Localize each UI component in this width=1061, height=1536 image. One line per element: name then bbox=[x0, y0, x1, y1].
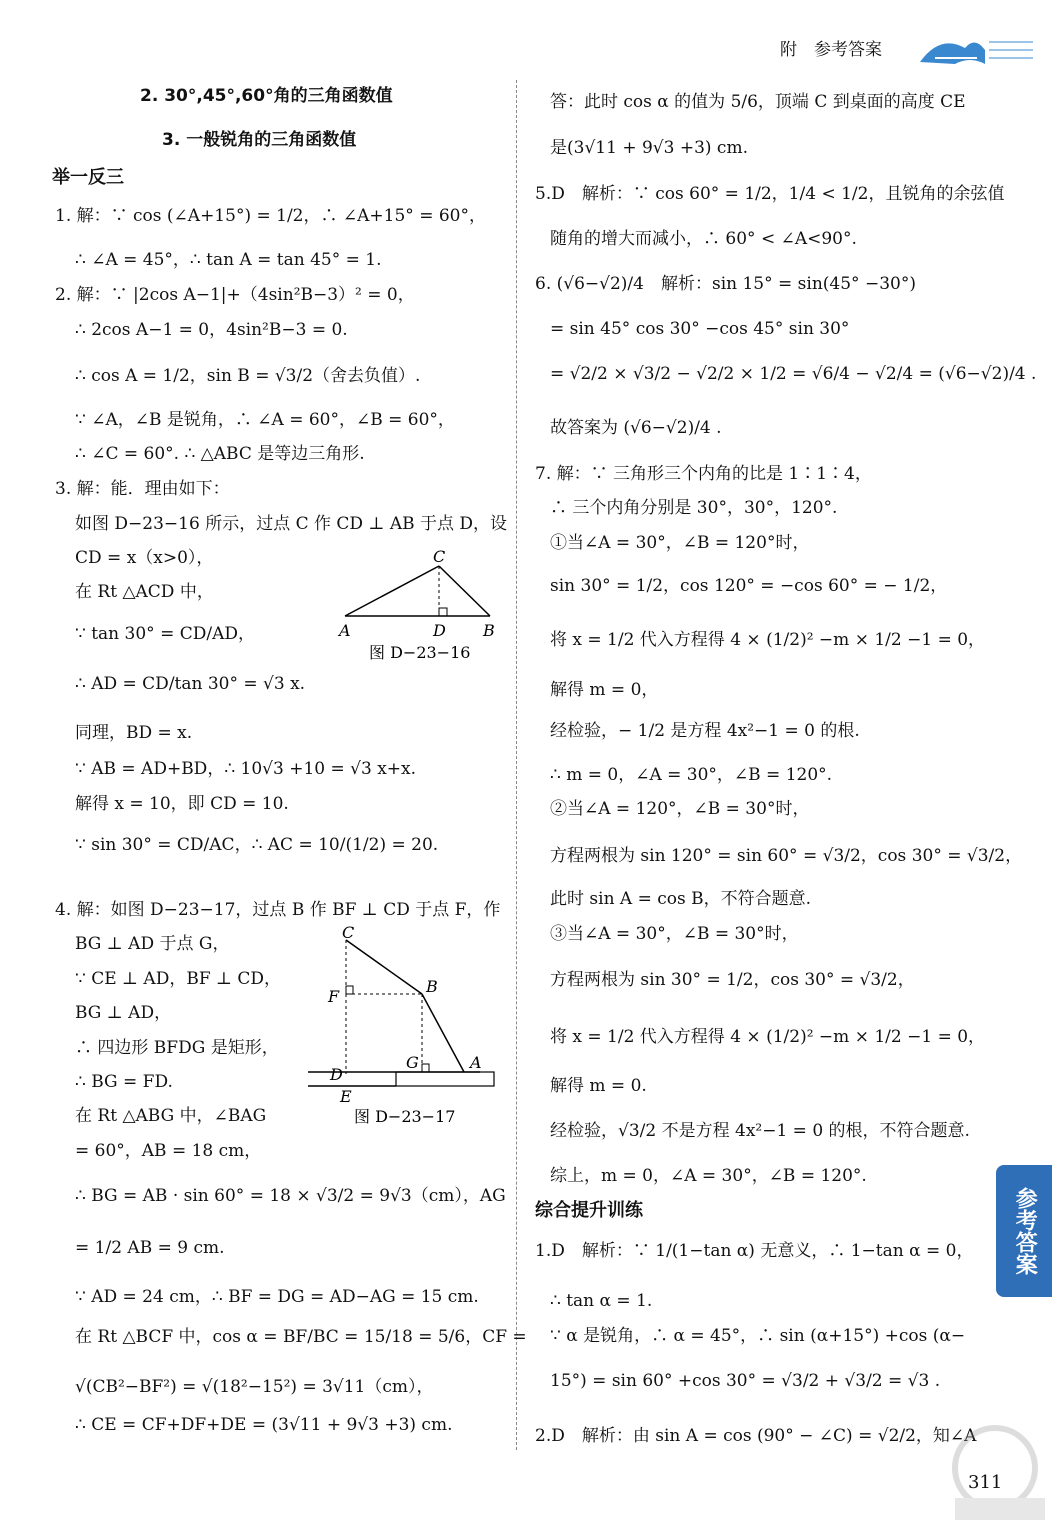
figure-label: G bbox=[406, 1053, 419, 1072]
geometry-figure-d-23-17 bbox=[300, 922, 500, 1132]
answer-line: 解得 m = 0. bbox=[550, 1076, 647, 1096]
answer-line: ∵ CE ⊥ AD，BF ⊥ CD， bbox=[75, 969, 282, 989]
answer-line: 15°) = sin 60° +cos 30° = √3/2 + √3/2 = √3 . bbox=[550, 1371, 941, 1391]
figure-caption: 图 D−23−17 bbox=[354, 1107, 456, 1126]
answer-line: = sin 45° cos 30° −cos 45° sin 30° bbox=[550, 319, 850, 339]
answer-line: ∴ AD = CD/tan 30° = √3 x. bbox=[75, 674, 306, 694]
answer-line: ∴ tan α = 1. bbox=[550, 1291, 653, 1311]
answer-line: 2.D 解析：由 sin A = cos (90° − ∠C) = √2/2，知∠A bbox=[535, 1426, 977, 1446]
answer-line: ∴ 2cos A−1 = 0，4sin²B−3 = 0. bbox=[75, 320, 348, 340]
answer-line: 7. 解：∵ 三角形三个内角的比是 1∶1∶4， bbox=[535, 464, 872, 484]
answer-line: 在 Rt △ACD 中， bbox=[75, 582, 214, 602]
answer-line: ∵ α 是锐角，∴ α = 45°，∴ sin (α+15°) +cos (α− bbox=[550, 1326, 966, 1346]
answer-line: ∴ cos A = 1/2，sin B = √3/2（舍去负值）. bbox=[75, 366, 421, 386]
page-number: 311 bbox=[968, 1472, 1003, 1493]
answer-line: ∴ m = 0，∠A = 30°，∠B = 120°. bbox=[550, 765, 833, 785]
answer-line: ∴ ∠A = 45°，∴ tan A = tan 45° = 1. bbox=[75, 250, 382, 270]
answer-line: ∴ CE = CF+DF+DE = (3√11 + 9√3 +3) cm. bbox=[75, 1415, 453, 1435]
answer-line: ∵ AB = AD+BD，∴ 10√3 +10 = √3 x+x. bbox=[75, 759, 417, 779]
figure-label: B bbox=[483, 621, 495, 640]
answer-line: = 1/2 AB = 9 cm. bbox=[75, 1238, 225, 1258]
figure-label: A bbox=[339, 621, 351, 640]
figure-label: C bbox=[433, 548, 446, 566]
answer-line: 方程两根为 sin 120° = sin 60° = √3/2，cos 30° = √3/2， bbox=[550, 846, 1023, 866]
column-divider bbox=[516, 80, 517, 1450]
answer-line: ∴ 四边形 BFDG 是矩形， bbox=[75, 1038, 279, 1058]
subsection-heading: 3. 一般锐角的三角函数值 bbox=[162, 130, 357, 150]
figure-label: A bbox=[470, 1053, 482, 1072]
answer-line: ①当∠A = 30°，∠B = 120°时， bbox=[550, 533, 810, 553]
answer-line: ②当∠A = 120°，∠B = 30°时， bbox=[550, 799, 810, 819]
answer-line: 答：此时 cos α 的值为 5/6，顶端 C 到桌面的高度 CE bbox=[550, 92, 966, 112]
answer-line: ∵ tan 30° = CD/AD， bbox=[75, 624, 255, 644]
answer-line: sin 30° = 1/2，cos 120° = −cos 60° = − 1/2， bbox=[550, 576, 948, 596]
answer-line: 将 x = 1/2 代入方程得 4 × (1/2)² −m × 1/2 −1 = 0， bbox=[550, 1027, 986, 1047]
book-logo-icon bbox=[915, 28, 1035, 72]
answer-line: 在 Rt △BCF 中，cos α = BF/BC = 15/18 = 5/6，CF = bbox=[75, 1327, 527, 1347]
answer-line: ∴ ∠C = 60°. ∴ △ABC 是等边三角形. bbox=[75, 444, 365, 464]
answer-line: 方程两根为 sin 30° = 1/2，cos 30° = √3/2， bbox=[550, 970, 915, 990]
figure-label: F bbox=[328, 987, 340, 1006]
answer-line: 将 x = 1/2 代入方程得 4 × (1/2)² −m × 1/2 −1 = 0， bbox=[550, 630, 986, 650]
answer-line: 1.D 解析：∵ 1/(1−tan α) 无意义，∴ 1−tan α = 0， bbox=[535, 1241, 974, 1261]
answer-line: 2. 解：∵ |2cos A−1|+（4sin²B−3）² = 0， bbox=[55, 285, 415, 305]
header-title: 附 参考答案 bbox=[780, 40, 882, 60]
answer-line: 在 Rt △ABG 中，∠BAG bbox=[75, 1106, 267, 1126]
section-heading: 举一反三 bbox=[52, 167, 124, 188]
answer-line: 综上，m = 0，∠A = 30°，∠B = 120°. bbox=[550, 1166, 867, 1186]
answer-line: ∴ BG = FD. bbox=[75, 1072, 173, 1092]
answer-line: 经检验，√3/2 不是方程 4x²−1 = 0 的根，不符合题意. bbox=[550, 1121, 970, 1141]
section-heading: 综合提升训练 bbox=[535, 1200, 643, 1221]
side-tab-answers: 参考答案 bbox=[996, 1165, 1052, 1297]
answer-line: 解得 x = 10，即 CD = 10. bbox=[75, 794, 289, 814]
answer-line: = √2/2 × √3/2 − √2/2 × 1/2 = √6/4 − √2/4 = (√6−√2)/4 . bbox=[550, 364, 1037, 384]
answer-line: 此时 sin A = cos B，不符合题意. bbox=[550, 889, 812, 909]
answer-line: = 60°，AB = 18 cm， bbox=[75, 1141, 262, 1161]
figure-label: D bbox=[330, 1065, 343, 1084]
answer-line: ∵ ∠A，∠B 是锐角，∴ ∠A = 60°，∠B = 60°， bbox=[75, 410, 455, 430]
figure-label: D bbox=[433, 621, 446, 640]
answer-line: 3. 解：能．理由如下： bbox=[55, 479, 230, 499]
answer-line: 经检验，− 1/2 是方程 4x²−1 = 0 的根. bbox=[550, 721, 860, 741]
answer-line: 1. 解：∵ cos (∠A+15°) = 1/2，∴ ∠A+15° = 60°， bbox=[55, 206, 486, 226]
answer-line: ∴ BG = AB · sin 60° = 18 × √3/2 = 9√3（cm），AG bbox=[75, 1186, 506, 1206]
figure-label: B bbox=[426, 977, 438, 996]
answer-line: 是(3√11 + 9√3 +3) cm. bbox=[550, 138, 748, 158]
answer-line: CD = x（x>0）， bbox=[75, 548, 214, 568]
answer-line: √(CB²−BF²) = √(18²−15²) = 3√11（cm）， bbox=[75, 1377, 434, 1397]
answer-line: 同理，BD = x. bbox=[75, 723, 193, 743]
figure-label: E bbox=[340, 1087, 352, 1106]
triangle-figure-d-23-16 bbox=[335, 548, 505, 672]
figure-caption: 图 D−23−16 bbox=[369, 643, 471, 662]
answer-line: BG ⊥ AD， bbox=[75, 1003, 172, 1023]
subsection-heading: 2. 30°,45°,60°角的三角函数值 bbox=[140, 86, 393, 106]
answer-line: 6. (√6−√2)/4 解析：sin 15° = sin(45° −30°) bbox=[535, 274, 916, 294]
answer-line: 解得 m = 0， bbox=[550, 680, 659, 700]
answer-line: 4. 解：如图 D−23−17，过点 B 作 BF ⊥ CD 于点 F，作 bbox=[55, 900, 501, 920]
answer-line: 如图 D−23−16 所示，过点 C 作 CD ⊥ AB 于点 D，设 bbox=[75, 514, 508, 534]
figure-label: C bbox=[342, 923, 355, 942]
answer-line: ③当∠A = 30°，∠B = 30°时， bbox=[550, 924, 799, 944]
answer-line: ∵ sin 30° = CD/AC，∴ AC = 10/(1/2) = 20. bbox=[75, 835, 439, 855]
answer-line: 5.D 解析：∵ cos 60° = 1/2，1/4 < 1/2，且锐角的余弦值 bbox=[535, 184, 1005, 204]
answer-line: BG ⊥ AD 于点 G， bbox=[75, 934, 230, 954]
answer-line: ∴ 三个内角分别是 30°，30°，120°. bbox=[550, 498, 838, 518]
answer-line: ∵ AD = 24 cm，∴ BF = DG = AD−AG = 15 cm. bbox=[75, 1287, 479, 1307]
answer-line: 随角的增大而减小，∴ 60° < ∠A<90°. bbox=[550, 229, 857, 249]
answer-line: 故答案为 (√6−√2)/4 . bbox=[550, 418, 722, 438]
